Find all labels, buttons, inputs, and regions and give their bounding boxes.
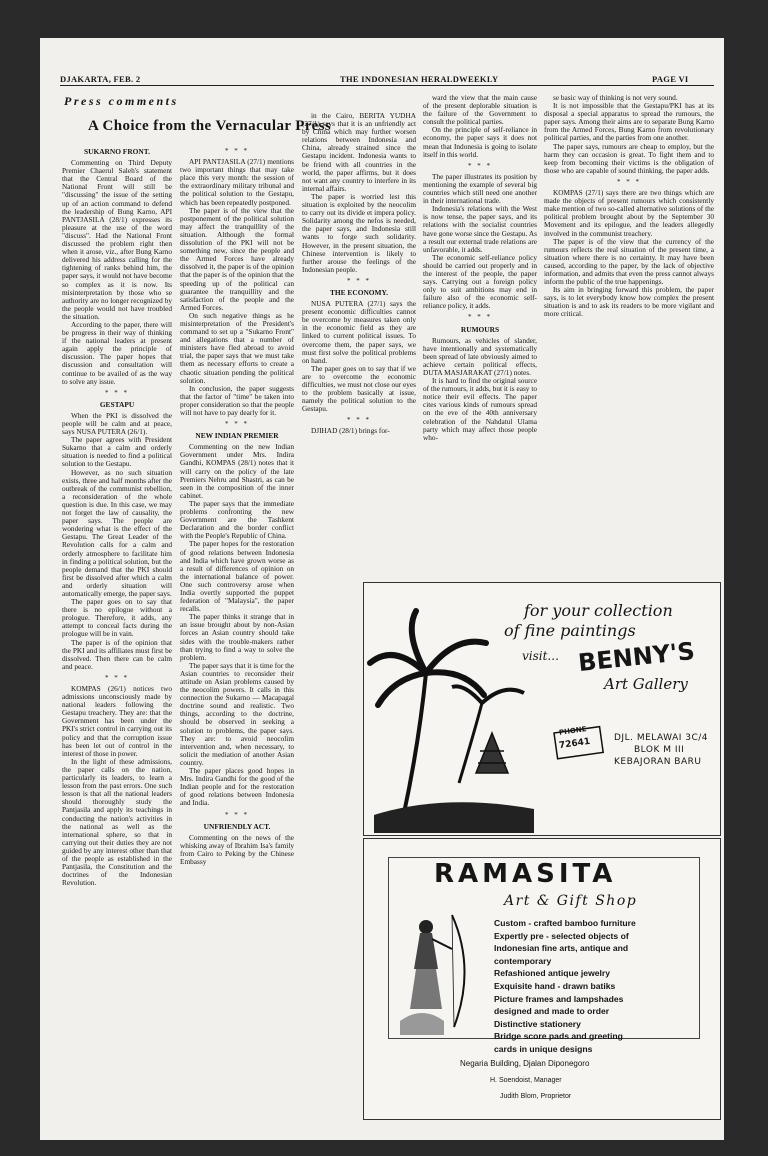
paragraph: The paper hopes for the restoration of good relations between Indonesia and India which have grown worse as a result of differences of opinion on the international balance of power. One such controversy arose when India overtly supported the puppet federation of "Malaysia", the paper recalls. — [180, 539, 294, 614]
address-line-2: BLOK M III — [634, 745, 685, 755]
gallery-subtitle: Art Gallery — [604, 675, 688, 693]
column-4 — [423, 94, 537, 578]
shop-manager: H. Soendoist, Manager — [490, 1077, 562, 1084]
paragraph: However, as no such situation exists, three and half months after the outbreak of the communist rebellion, a reconsideration of the whole question is due. In this case, we may not forget the law of causality, the paper says. The people are wondering what is the effect of the Gestapu. The Great Leader of the Revolution calls for a calm and orderly atmosphere to facilitate him in finding a political solution, but the people demand that the PKI should first be dissolved after which a calm and orderly situation will automatically emerge, the paper says. — [62, 467, 172, 598]
paragraph: The paper says, rumours are cheap to employ, but the harm they can occasion is great. To fight them and to keep from becoming their victims is the obligation of those who are capable of sound thinking, the paper adds. — [544, 141, 714, 175]
shop-proprietor: Judith Blom, Proprietor — [500, 1093, 572, 1100]
separator-stars: * * * — [105, 388, 129, 397]
paragraph: NUSA PUTERA (27/1) says the present economic difficulties cannot be overcome by measures taken only in the economic field as they are linked to current political issues. To overcome them, the paper says, we must first solve the political problems on hand. — [302, 299, 416, 365]
paragraph: The paper says that it is time for the Asian countries to reconsider their attitude on Asian problems caused by the neocolim powers. It calls in this connection the Sukarno — Macapagal doctrine sound and realistic. Two things, according to the doctrine, should be observed in seeking a solution to problems, the paper says. They are: to avoid neocolim intervention and, when necessary, to solicit the mediation of another Asian country. — [180, 660, 294, 767]
paragraph: se basic way of thinking is not very sound. — [553, 94, 678, 102]
newspaper-page — [40, 38, 724, 1140]
address-line-3: KEBAJORAN BARU — [614, 757, 702, 767]
paragraph: KOMPAS (27/1) says there are two things which are made the objects of present rumours which consistently make mention of two so-called alternative solutions of the political problem brought about by the September 30 Movement and its epilogue, and the leaders allegedly involved in the communist treachery. — [544, 188, 714, 238]
article-heading: SUKARNO FRONT. — [84, 147, 150, 156]
header-page-number: PAGE VI — [652, 74, 689, 84]
header-masthead: THE INDONESIAN HERALDWEEKLY — [340, 74, 499, 84]
header-dateline: DJAKARTA, FEB. 2 — [60, 74, 141, 84]
gift-shop-tagline: Art & Gift Shop — [504, 893, 638, 909]
service-item: Exquisite hand - drawn batiks — [494, 980, 616, 991]
paragraph: In the light of these admissions, the paper calls on the nation, particularly its leaders, to learn a lesson from the past errors. One such lesson is that all the national leaders should thoroughly study the Pantjasila and apply its teachings in conducting the nation's activities in the national as well as the international sphere, so that in carrying out their duties they are not guided by any interest other than that of the people as established in the Pantjasila, the Constitution and the doctrines of the Indonesian Revolution. — [62, 756, 172, 888]
paragraph: The paper is worried lest this situation is exploited by the neocolim to carry out its divide et impera policy. Solidarity among the nefos is needed, the paper says, and Indonesia still wants to forge such solidarity. However, in the present situation, the Chinese intervention is likely to further arouse the feelings of the Indonesian people. — [302, 191, 416, 274]
article-heading: NEW INDIAN PREMIER — [195, 431, 279, 441]
paragraph: The paper goes on to say that if we are to overcome the economic difficulties, we must not close our eyes to the problem basically at issue, namely the political solution to the Gestapu. — [302, 363, 416, 414]
separator-stars: * * * — [105, 673, 129, 682]
paragraph: The paper illustrates its position by mentioning the example of several big countries which still need one another in their international trade. — [423, 171, 537, 206]
article-heading: GESTAPU — [99, 399, 135, 409]
separator-stars: * * * — [347, 276, 371, 285]
paragraph: API PANTJASILA (27/1) mentions two important things that may take place this very month: the session of the extraordinary military tribunal and the political solution to the Gestapu, which has been repeatedly postponed. — [180, 157, 294, 207]
paragraph: Commenting on Third Deputy Premier Chaerul Saleh's statement that the Central Board of the National Front will still be "discussing" the issue of the setting up of an action command to defend the leadership of Bung Karno, API PANTJASILA (28/1) expresses its pleasure at the use of the word "discuss". Had the National Front discussed the problem right then when it arose, viz., after Bung Karno delivered his address calling for the tightening of ranks behind him, the paper says, it would not have become so complex as it is now. Its misinterpretation by those who se authority are no longer recognized by the people would not have troubled the situation. — [62, 158, 172, 321]
phone-label: PHONE — [558, 725, 588, 737]
service-item: Expertly pre - selected objects of — [494, 930, 629, 941]
column-5 — [544, 94, 714, 578]
paragraph: In conclusion, the paper suggests that the factor of "time" be taken into proper consideration so that the people will not have to pay dearly for it. — [180, 383, 294, 417]
paragraph: in the Cairo, BERITA YUDHA (27/1) says that it is an unfriendly act by China which may further worsen relations between Indonesia and China, already strained since the Gestapu incident. Indonesia wants to be friend with all countries in the world, the paper affirms, but it does not want any country to interfere in its internal affairs. — [302, 112, 416, 193]
paragraph: KOMPAS (26/1) notices two admissions unconsciously made by national leaders following the Gestapu treachery. They are: that the Government has been under the PKI's strict control in carrying out its policy and that the corruption issue has been let out of control in the interest of those in power. — [62, 684, 172, 758]
article-heading: UNFRIENDLY ACT. — [203, 821, 271, 831]
gallery-advertisement — [363, 582, 721, 836]
section-rubric: Press comments — [64, 94, 179, 108]
paragraph: The paper thinks it strange that in an issue brought about by non-Asian forces an Asian country should take sides with the trouble-makers rather than trying to find a way to solve the problem. — [180, 612, 294, 662]
paragraph: The paper agrees with President Sukarno that a calm and orderly situation is needed to find a political solution to the Gestapu. — [62, 435, 172, 469]
phone-number: 72641 — [558, 736, 591, 752]
paragraph: On such negative things as he misinterpretation of the President's command to set up a "Sukarno Front" and allegations that a number of ministers have fled abroad to avoid trial, the paper says that we must take them as necessary efforts to create a chaotic situation pending the political solution. — [180, 310, 294, 385]
service-item: Bridge score pads and greeting — [494, 1031, 623, 1042]
paragraph: It is not impossible that the Gestapu/PKI has at its disposal a special apparatus to spread the rumours, the paper says. Among their aims are to separate Bung Karno from the Armed Forces, Bung Karno from revolutionary political parties, and the parties from one another. — [544, 101, 714, 143]
paragraph: Commenting on the new Indian Government under Mrs. Indira Gandhi, KOMPAS (28/1) notes that it will carry on the policy of the late Premiers Nehru and Shastri, as can be seen in the composition of the inner cabinet. — [180, 442, 294, 500]
paragraph: Indonesia's relations with the West is now tense, the paper says, and its relations with the socialist countries have gone worse since the Gestapu. As a result our external trade relations are unfavorable, it adds. — [423, 204, 537, 254]
header-rule — [60, 85, 714, 86]
service-item: designed and made to order — [494, 1006, 610, 1017]
column-3 — [302, 112, 416, 578]
paragraph: The paper is of the view that the currency of the rumours reflects the real situation of the present time, a situation where there is no certainty. It may have been caused, according to the paper, by the lack of objective information, and admits that even the press cannot always inform the public of the true happenings. — [544, 236, 714, 287]
paragraph: DJIHAD (28/1) brings for- — [311, 426, 390, 436]
service-item: Indonesian fine arts, antique and — [494, 943, 629, 954]
ad-visit: visit... — [522, 649, 559, 663]
paragraph: The paper places good hopes in Mrs. Indira Gandhi for the good of the Indian people and for the restoration of good relations between Indonesia and India. — [180, 766, 294, 808]
article-heading: RUMOURS — [460, 324, 500, 334]
separator-stars: * * * — [225, 810, 249, 819]
paragraph: The paper goes on to say that there is no epilogue without a prologue. Therefore, it adds, any attempt to conceal facts during the prologue will be in vain. — [62, 597, 172, 639]
archer-illustration — [392, 909, 476, 1039]
page-headline: A Choice from the Vernacular Press — [88, 118, 332, 134]
separator-stars: * * * — [468, 161, 492, 170]
gift-shop-advertisement — [363, 838, 721, 1120]
paragraph: According to the paper, there will be progress in their way of thinking if the national leaders at present again apply the principle of discussion. The paper hopes that discussion and consultation will continue to be availed of as the way to solve any issue. — [62, 319, 172, 386]
paragraph: Its aim in bringing forward this problem, the paper says, is to let everybody know how complex the present situation is and to ask its readers to be more vigilant and more critical. — [544, 285, 714, 319]
shop-address: Negaria Building, Djalan Diponegoro — [460, 1059, 590, 1068]
paragraph: The economic self-reliance policy should be carried out properly and in the interest of the people, the paper says. Carrying out a foreign policy only to suit ambitions may end in failure also of the economic self-reliance policy, it adds. — [423, 252, 537, 311]
separator-stars: * * * — [347, 416, 371, 425]
paragraph: ward the view that the main cause of the present deplorable situation is the failure of the Government to consult the political parties. — [423, 94, 537, 127]
paragraph: When the PKI is dissolved the people will be calm and at peace, says NUSA PUTERA (26/1). — [62, 410, 172, 437]
service-item: Distinctive stationery — [494, 1018, 581, 1029]
paragraph: Rumours, as vehicles of slander, have intentionally and systematically been spread of late obviously aimed to achieve certain political effects, DUTA MASJARAKAT (27/1) notes. — [423, 335, 537, 377]
paragraph: The paper is of the view that the postponement of the political solution may affect the tranquillity of the situation. Although the formal dissolution of the PKI will not be something new, since the people and the Armed Forces have already dissolved it, the paper is of the opinion that the paper is of the opinion that the speeding up of the political can guarantee the tranquillity and the satisfaction of the people and the Armed Forces. — [180, 205, 294, 312]
services-list — [494, 917, 636, 1056]
column-2 — [180, 144, 294, 1124]
column-1 — [62, 144, 172, 1124]
separator-stars: * * * — [617, 177, 641, 186]
paragraph: The paper says that the immediate problems confronting the new Government are the Tashkent Declaration and the border conflict with the People's Republic of China. — [180, 498, 294, 541]
service-item: cards in unique designs — [494, 1043, 593, 1054]
paragraph: The paper is of the opinion that the PKI and its affiliates must first be dissolved. Then there can be calm and peace. — [62, 637, 172, 671]
ad-line-2: of fine paintings — [504, 621, 636, 640]
ad-line-1: for your collection — [524, 601, 673, 620]
gift-shop-brand: RAMASITA — [434, 859, 617, 889]
separator-stars: * * * — [468, 313, 492, 322]
service-item: contemporary — [494, 955, 552, 966]
separator-stars: * * * — [225, 147, 249, 155]
paragraph: On the principle of self-reliance in economy, the paper says it does not mean that Indonesia is going to isolate itself in this world. — [423, 125, 537, 159]
service-item: Refashioned antique jewelry — [494, 968, 611, 979]
gallery-brand: BENNY'S — [576, 636, 697, 678]
paragraph: Commenting on the news of the whisking away of Ibrahim Isa's family from Cairo to Peking by the Chinese Embassy — [180, 832, 294, 866]
article-heading: THE ECONOMY. — [329, 287, 389, 297]
paragraph: It is hard to find the original source of the rumours, it adds, but it is easy to notice their evil effects. The paper cites various kinds of rumours spread on the eve of the 40th anniversary celebration of the Nahdatul Ulama party which may affect those people who- — [423, 376, 537, 442]
service-item: Custom - crafted bamboo furniture — [494, 918, 636, 928]
service-item: Picture frames and lampshades — [494, 993, 624, 1004]
address-line-1: DJL. MELAWAI 3C/4 — [614, 733, 709, 743]
separator-stars: * * * — [225, 420, 249, 429]
